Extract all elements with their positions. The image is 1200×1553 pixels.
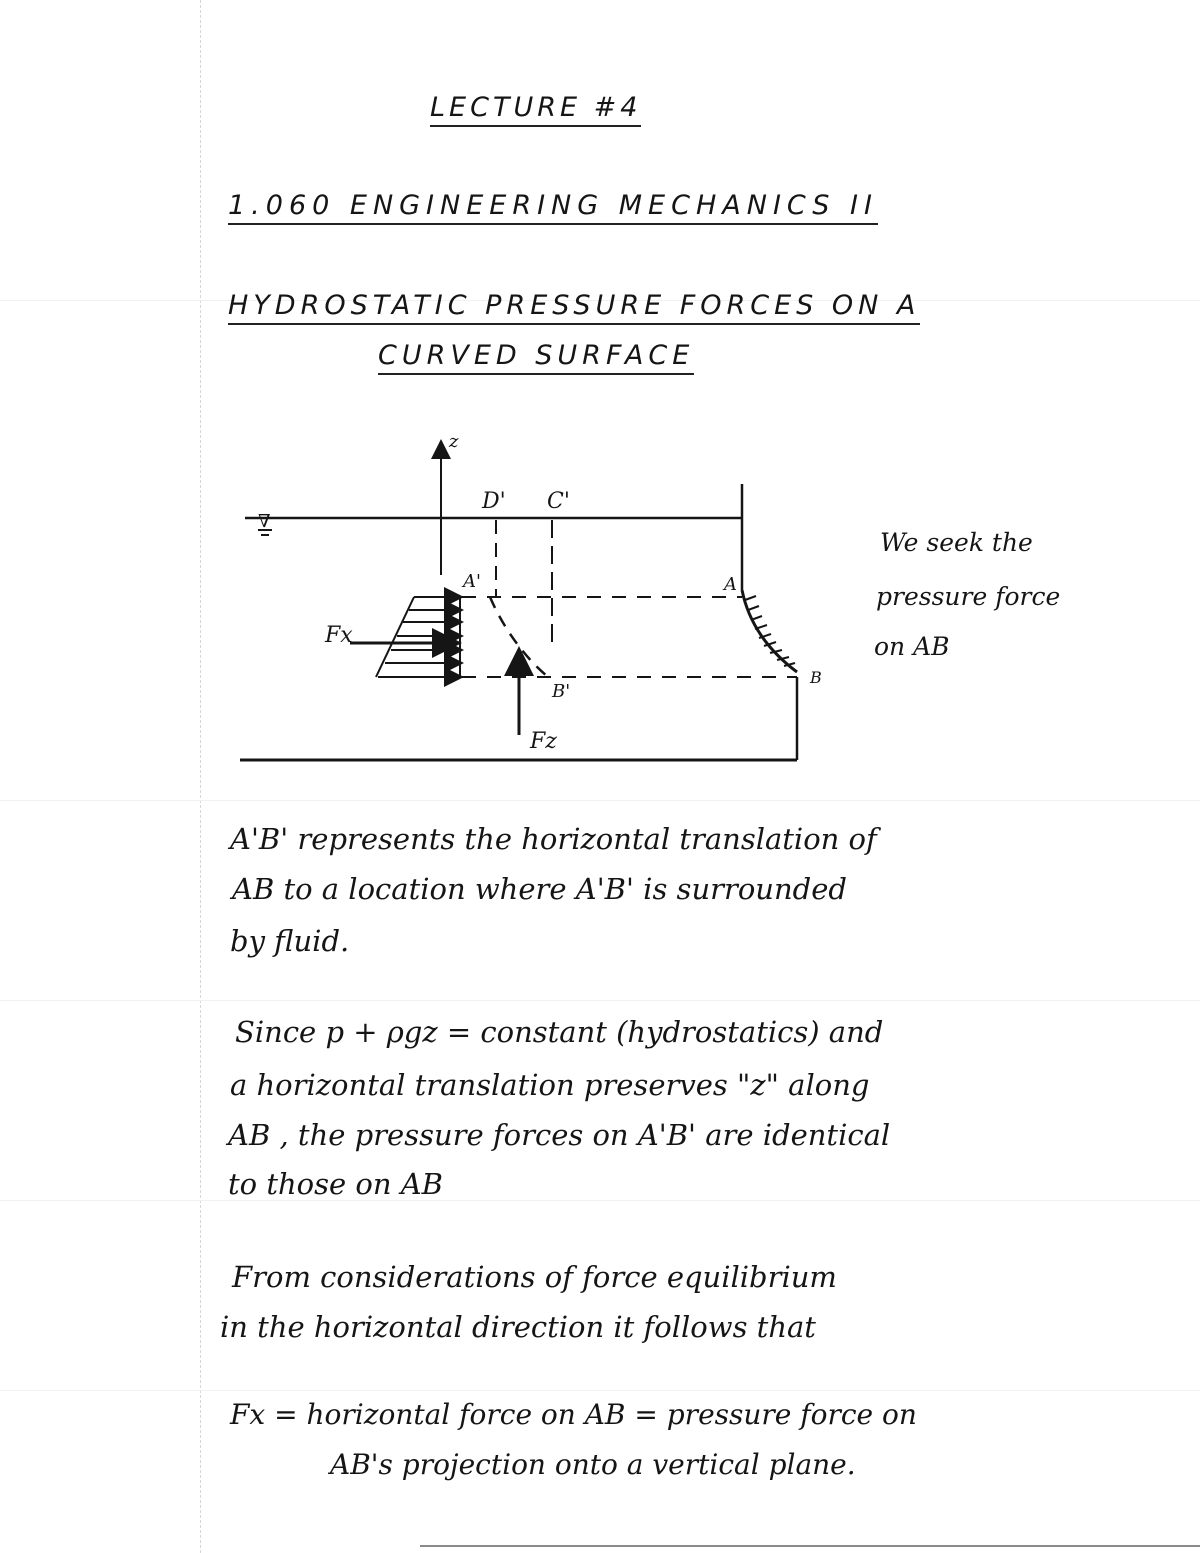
- page-bottom-edge: [420, 1545, 1200, 1547]
- course-title: 1.060 ENGINEERING MECHANICS II: [228, 190, 878, 225]
- topic-title-line2: CURVED SURFACE: [378, 340, 694, 375]
- topic-title-line1: HYDROSTATIC PRESSURE FORCES ON A: [228, 290, 920, 325]
- label-D-prime: D': [482, 489, 506, 514]
- paragraph-1-line3: by fluid.: [230, 924, 350, 958]
- label-A-prime: A': [463, 571, 481, 592]
- ruled-line: [0, 1000, 1200, 1001]
- pressure-distribution: [376, 597, 460, 677]
- paragraph-3-line1: From considerations of force equilibrium: [232, 1260, 837, 1294]
- label-B-prime: B': [552, 681, 571, 702]
- ruled-line: [0, 800, 1200, 801]
- free-surface-symbol: ∇: [258, 511, 271, 532]
- side-note-line2: pressure force: [876, 582, 1061, 611]
- ruled-line: [0, 1200, 1200, 1201]
- z-axis-label: z: [449, 431, 459, 452]
- paragraph-3-line2: in the horizontal direction it follows that: [220, 1310, 816, 1344]
- paragraph-2-line2: a horizontal translation preserves "z" along: [230, 1068, 870, 1102]
- paragraph-1-line2: AB to a location where A'B' is surrounded: [232, 872, 847, 906]
- paragraph-4-line2: AB's projection onto a vertical plane.: [330, 1448, 856, 1481]
- Fx-label: Fx: [325, 623, 353, 648]
- side-note-line1: We seek the: [880, 528, 1033, 557]
- curved-surface-AB: [742, 590, 797, 672]
- paragraph-2-line3: AB , the pressure forces on A'B' are identical: [228, 1118, 891, 1152]
- paragraph-2-line4: to those on AB: [228, 1167, 443, 1201]
- surface-hatching: [745, 596, 795, 666]
- label-B: B: [810, 668, 822, 687]
- label-A: A: [724, 574, 737, 595]
- label-C-prime: C': [547, 489, 570, 514]
- ruled-line: [0, 1390, 1200, 1391]
- side-note-line3: on AB: [874, 632, 950, 661]
- lecture-title: LECTURE #4: [430, 92, 641, 127]
- paragraph-2-line1: Since p + ρgz = constant (hydrostatics) and: [235, 1015, 884, 1049]
- Fz-label: Fz: [530, 729, 557, 754]
- paragraph-1-line1: A'B' represents the horizontal translation of: [230, 822, 877, 856]
- paragraph-4-line1: Fx = horizontal force on AB = pressure force on: [230, 1398, 917, 1431]
